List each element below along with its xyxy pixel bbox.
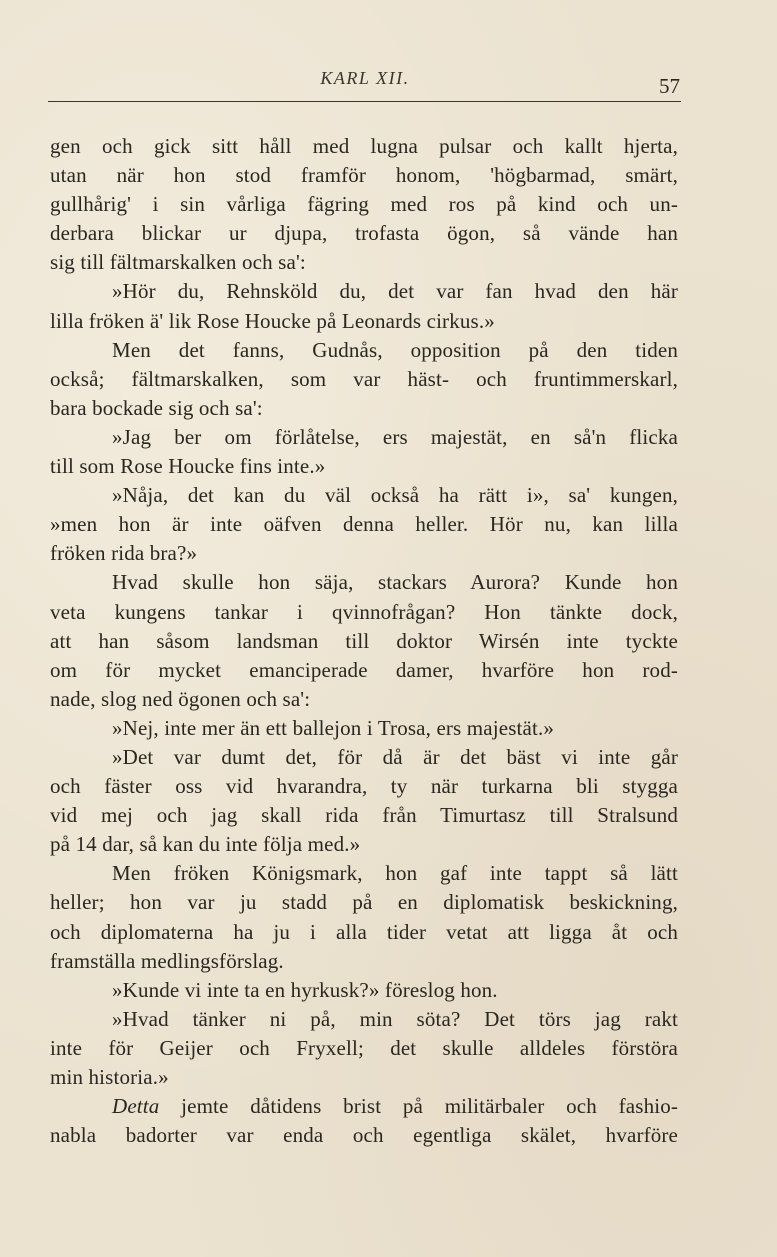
- text-line: gen och gick sitt håll med lugna pulsar och kallt hjerta,: [50, 134, 678, 158]
- italic-word: Detta: [112, 1094, 160, 1119]
- text-line: min historia.»: [50, 1065, 169, 1089]
- text-line: nade, slog ned ögonen och sa':: [50, 686, 311, 711]
- text-line: vid mej och jag skall rida från Timurtasz till Stralsund: [50, 803, 678, 828]
- header-rule: [48, 101, 681, 102]
- text-line: bara bockade sig och sa':: [50, 395, 263, 420]
- text-line: Men fröken Königsmark, hon gaf inte tappt så lätt: [112, 861, 678, 886]
- text-line: »Nåja, det kan du väl också ha rätt i», sa' kungen,: [112, 483, 678, 508]
- text-line: [50, 1092, 678, 1121]
- text-line: inte för Geijer och Fryxell; det skulle alldeles förstöra: [50, 1035, 678, 1060]
- text-line: »Det var dumt det, för då är det bäst vi inte går: [112, 744, 678, 769]
- text-line: till som Rose Houcke fins inte.»: [50, 454, 326, 479]
- text-line: Hvad skulle hon säja, stackars Aurora? Kunde hon: [112, 570, 678, 595]
- text-line: fröken rida bra?»: [50, 541, 198, 566]
- text-line: om för mycket emanciperade damer, hvarföre hon rod-: [50, 657, 678, 682]
- text-line: lilla fröken ä' lik Rose Houcke på Leonards cirkus.»: [50, 308, 495, 333]
- text-line: derbara blickar ur djupa, trofasta ögon, så vände han: [50, 221, 678, 246]
- text-line: Men det fanns, Gudnås, opposition på den tiden: [112, 337, 678, 362]
- text-line: på 14 dar, så kan du inte följa med.»: [50, 832, 361, 857]
- text-line: »men hon är inte oäfven denna heller. Hör nu, kan lilla: [50, 512, 678, 537]
- text-line: »Hvad tänker ni på, min söta? Det törs jag rakt: [112, 1006, 678, 1031]
- page-number: 57: [659, 74, 680, 98]
- running-title: KARL XII.: [320, 68, 410, 88]
- text-line: och fäster oss vid hvarandra, ty när turkarna bli stygga: [50, 774, 678, 799]
- text-line: gullhårig' i sin vårliga fägring med ros på kind och un-: [50, 192, 678, 217]
- text-line: »Nej, inte mer än ett ballejon i Trosa, ers majestät.»: [112, 715, 555, 740]
- text-line: och diplomaterna ha ju i alla tider vetat att ligga åt och: [50, 919, 678, 944]
- text-line: »Jag ber om förlåtelse, ers majestät, en så'n flicka: [112, 424, 678, 449]
- text-line: »Hör du, Rehnsköld du, det var fan hvad den här: [112, 279, 678, 304]
- text-fragment: jemte dåtidens brist på militärbaler och fashio-: [181, 1094, 678, 1119]
- text-line: »Kunde vi inte ta en hyrkusk?» föreslog hon.: [112, 977, 498, 1002]
- text-line: att han såsom landsman till doktor Wirsén inte tyckte: [50, 628, 678, 653]
- text-line: sig till fältmarskalken och sa':: [50, 250, 306, 275]
- running-head: [0, 68, 777, 98]
- text-line: nabla badorter var enda och egentliga skälet, hvarföre: [50, 1123, 678, 1148]
- body-text: [50, 132, 678, 1150]
- text-line: utan när hon stod framför honom, 'högbarmad, smärt,: [50, 163, 678, 188]
- text-line: framställa medlingsförslag.: [50, 948, 284, 973]
- text-line: heller; hon var ju stadd på en diplomatisk beskickning,: [50, 890, 678, 915]
- text-line: också; fältmarskalken, som var häst- och fruntimmerskarl,: [50, 366, 678, 391]
- text-line: veta kungens tankar i qvinnofrågan? Hon tänkte dock,: [50, 599, 678, 624]
